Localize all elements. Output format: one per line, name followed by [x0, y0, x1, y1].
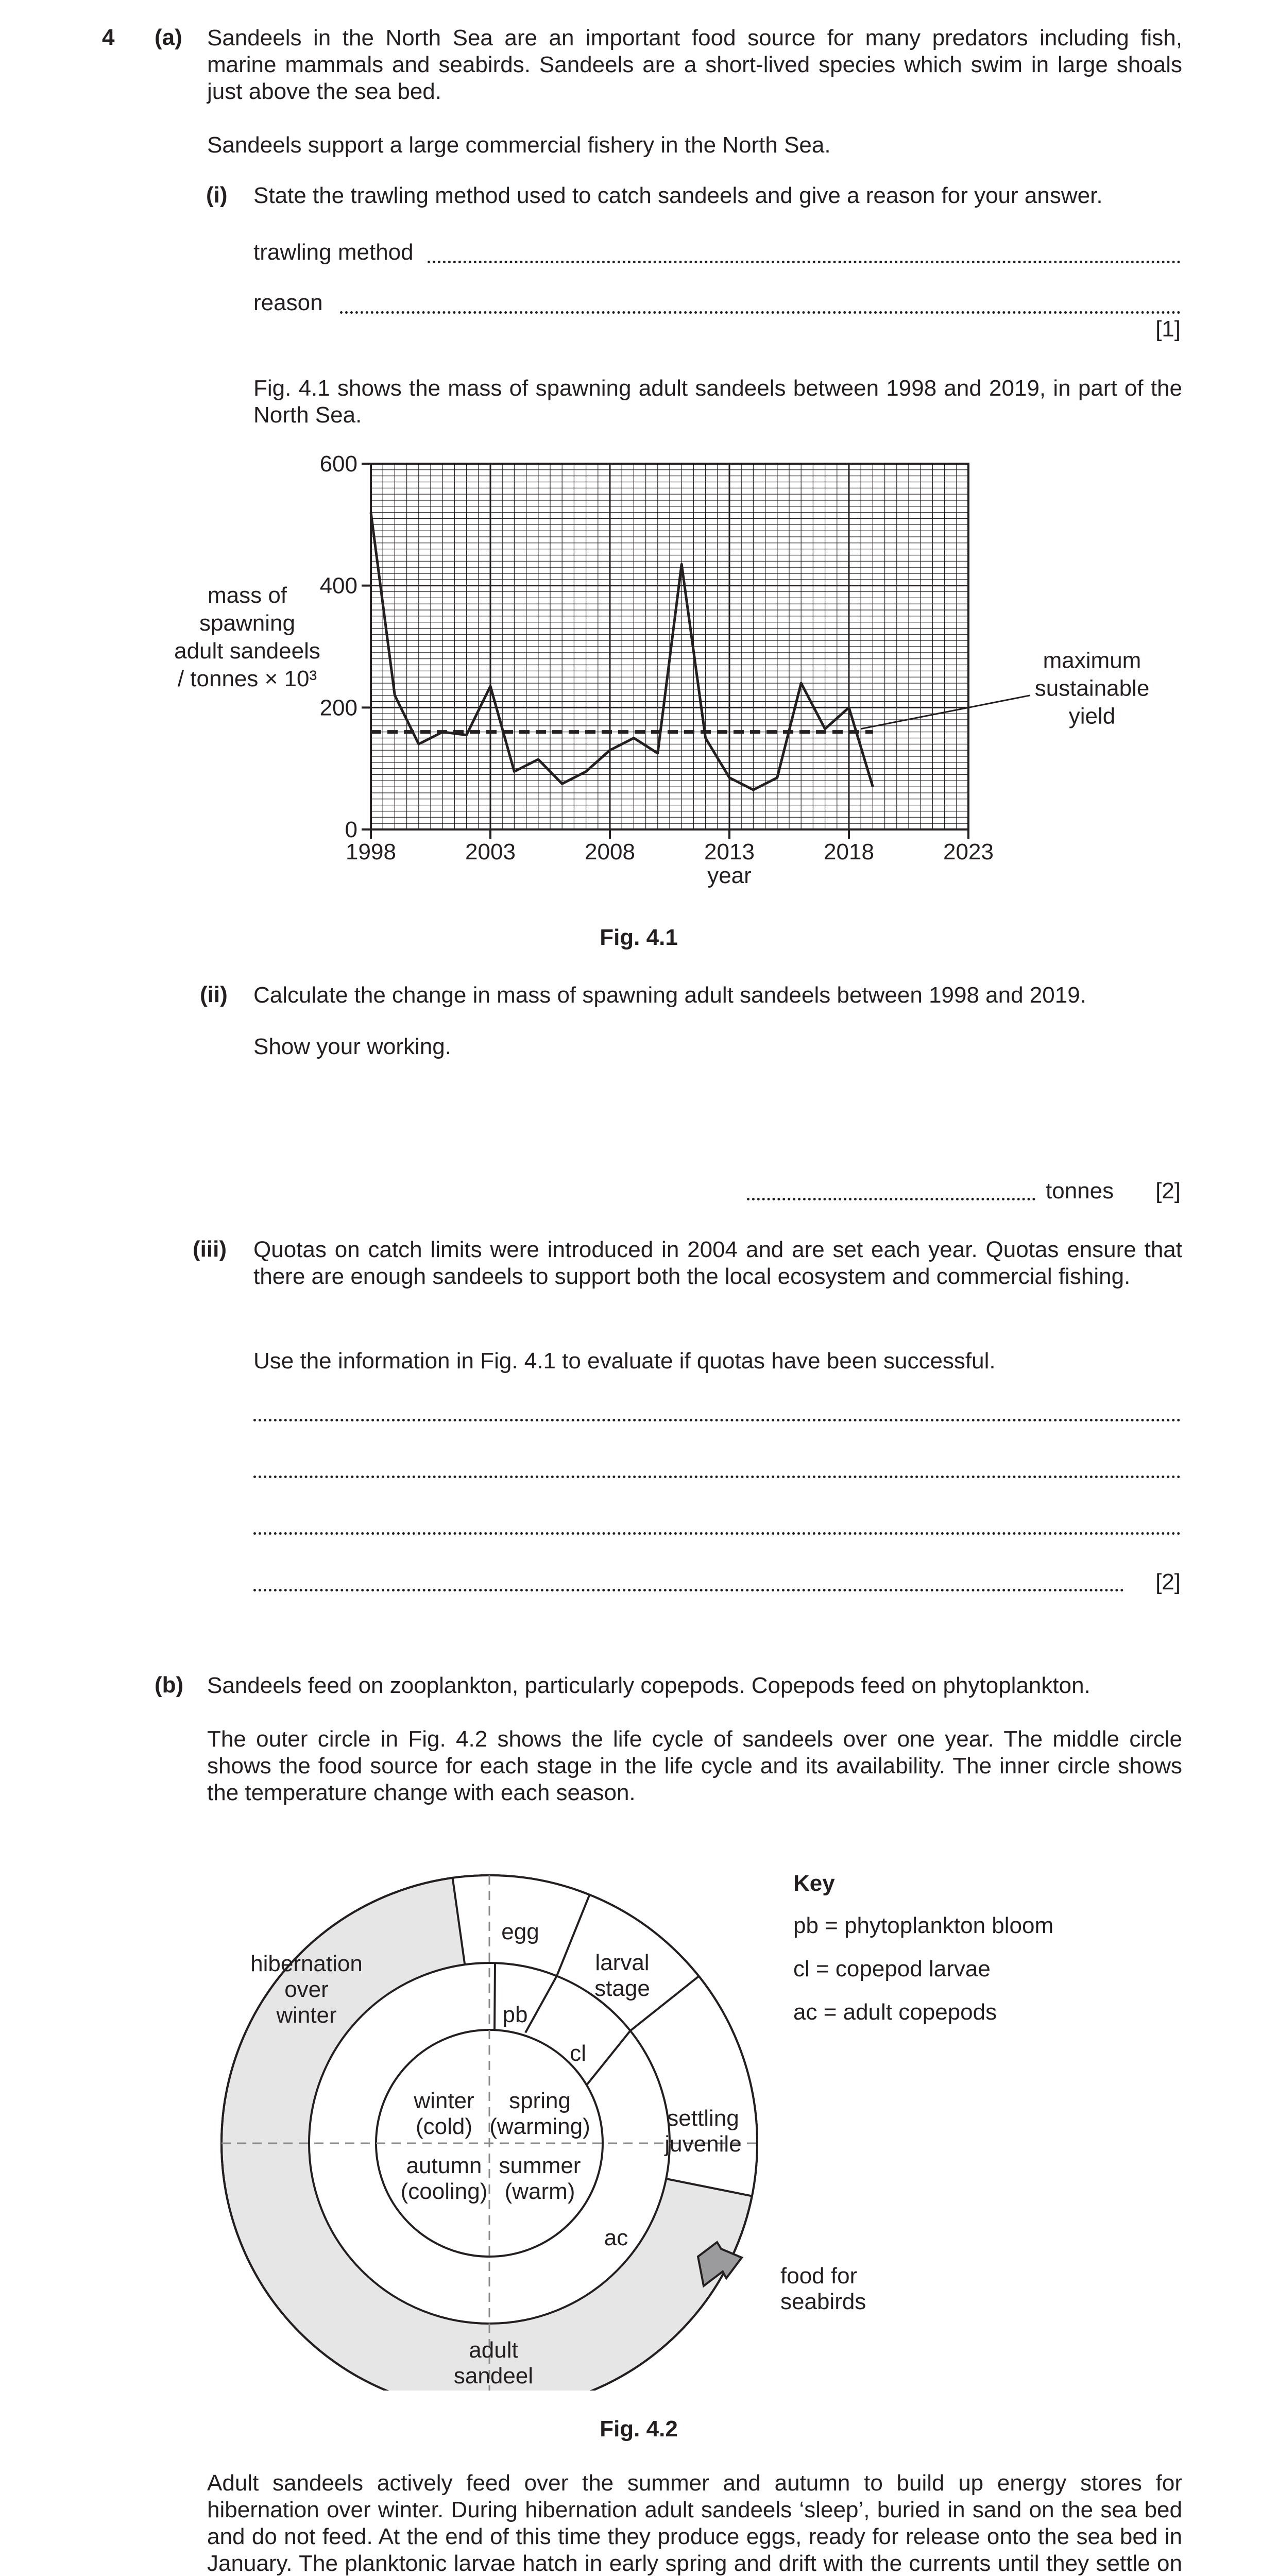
part-a-ii-marks: [2] [1155, 1178, 1181, 1204]
arrow-label-1: food for [780, 2263, 858, 2289]
label-cold: (cold) [415, 2114, 473, 2139]
x-tick-label: 2008 [585, 839, 635, 865]
part-a-ii-label: (ii) [200, 982, 228, 1007]
label-cl: cl [570, 2041, 586, 2066]
answer-line[interactable] [253, 1589, 1124, 1591]
msy-label: yield [1068, 703, 1116, 729]
label-larval: larval [595, 1950, 650, 1975]
label-warming: (warming) [489, 2114, 590, 2139]
label-spring: spring [509, 2088, 571, 2113]
msy-label: maximum [1043, 648, 1141, 673]
msy-label: sustainable [1034, 675, 1150, 701]
y-tick-label: 200 [319, 695, 357, 721]
fig42-diagram [206, 1824, 1185, 2391]
key-title: Key [793, 1871, 835, 1896]
label-sandeel: sandeel [453, 2363, 534, 2388]
answer-line[interactable] [253, 1532, 1181, 1535]
key-item-ac: ac = adult copepods [793, 1999, 997, 2025]
change-in-mass-answer-line[interactable] [747, 1198, 1035, 1200]
fig41-chart [155, 448, 1195, 902]
part-a-ii-unit: tonnes [1046, 1178, 1114, 1204]
label-summer: summer [499, 2153, 581, 2178]
x-tick-label: 2023 [943, 839, 994, 865]
part-a-i-marks: [1] [1155, 316, 1181, 342]
y-axis-label: mass of [207, 583, 287, 608]
answer-line[interactable] [253, 1476, 1181, 1478]
label-autumn: autumn [406, 2153, 482, 2178]
trawling-method-label: trawling method [253, 240, 414, 265]
part-a-intro2: Sandeels support a large commercial fishery in the North Sea. [207, 132, 831, 158]
part-a-iii-prompt2: Use the information in Fig. 4.1 to evaluate if quotas have been successful. [253, 1348, 996, 1374]
label-hibernation: hibernation [250, 1951, 363, 1976]
fig42-caption: Fig. 4.2 [600, 2416, 678, 2442]
answer-line[interactable] [253, 1419, 1181, 1421]
label-egg: egg [501, 1919, 539, 1944]
label-over: over [284, 1977, 329, 2002]
y-tick-label: 0 [345, 817, 357, 842]
label-winter-outer: winter [276, 2003, 337, 2028]
label-warm: (warm) [504, 2179, 575, 2204]
y-axis-label: adult sandeels [174, 638, 320, 664]
part-b-intro2: The outer circle in Fig. 4.2 shows the life cycle of sandeels over one year. The middle circle shows the food source for each stage in the life cycle and its availability. The inner circle shows the temperature change with each season. [207, 1726, 1182, 1805]
part-a-intro: Sandeels in the North Sea are an important food source for many predators including fish, marine mammals and seabirds. Sandeels are a short-lived species which swim in large shoals just above the sea bed. [207, 25, 1182, 104]
part-a-ii-prompt: Calculate the change in mass of spawning adult sandeels between 1998 and 2019. [253, 982, 1086, 1008]
part-a-iii-label: (iii) [193, 1236, 227, 1262]
part-a-iii-marks: [2] [1155, 1569, 1181, 1595]
x-tick-label: 2003 [465, 839, 516, 865]
key-item-cl: cl = copepod larvae [793, 1956, 991, 1981]
x-axis-label: year [707, 863, 752, 888]
part-a-label: (a) [155, 25, 182, 50]
reason-label: reason [253, 290, 323, 315]
arrow-label-2: seabirds [780, 2289, 866, 2314]
label-cooling: (cooling) [400, 2179, 488, 2204]
label-winter: winter [414, 2088, 474, 2113]
trawling-method-answer-line[interactable] [428, 261, 1181, 263]
label-juvenile: juvenile [664, 2131, 742, 2157]
x-tick-label: 2018 [824, 839, 874, 865]
part-b-para1: Adult sandeels actively feed over the summer and autumn to build up energy stores for hibernation over winter. During hibernation adult sandeels ‘sleep’, buried in sand on the sea bed and do not feed. At the end of this time they produce eggs, ready for release onto the sea bed in January. The planktonic larvae hatch in early spring and drift with the currents until they settle on [207, 2470, 1182, 2576]
key-item-pb: pb = phytoplankton bloom [793, 1913, 1054, 1938]
y-axis-label: / tonnes × 10³ [177, 666, 317, 691]
msy-leader-line [861, 696, 1030, 729]
part-a-iii-prompt: Quotas on catch limits were introduced in 2004 and are set each year. Quotas ensure that there are enough sandeels to support both the local ecosystem and commercial fishing. [253, 1237, 1182, 1289]
label-settling: settling [667, 2106, 739, 2131]
y-tick-label: 600 [319, 451, 357, 477]
part-a-i-prompt: State the trawling method used to catch sandeels and give a reason for your answer. [253, 183, 1103, 208]
fig41-intro: Fig. 4.1 shows the mass of spawning adult sandeels between 1998 and 2019, in part of the North Sea. [253, 376, 1182, 428]
label-pb: pb [502, 2002, 528, 2027]
label-stage: stage [594, 1976, 650, 2001]
x-tick-label: 1998 [346, 839, 396, 865]
part-b-intro: Sandeels feed on zooplankton, particularly copepods. Copepods feed on phytoplankton. [207, 1673, 1090, 1698]
part-a-i-label: (i) [206, 182, 228, 208]
part-a-ii-prompt2: Show your working. [253, 1034, 451, 1059]
y-tick-label: 400 [319, 573, 357, 599]
label-ac: ac [604, 2225, 628, 2250]
part-b-label: (b) [155, 1672, 184, 1698]
y-axis-label: spawning [199, 611, 295, 636]
reason-answer-line[interactable] [340, 311, 1181, 314]
x-tick-label: 2013 [704, 839, 755, 865]
question-number: 4 [102, 25, 115, 50]
label-adult: adult [469, 2337, 518, 2363]
fig41-caption: Fig. 4.1 [600, 925, 678, 950]
